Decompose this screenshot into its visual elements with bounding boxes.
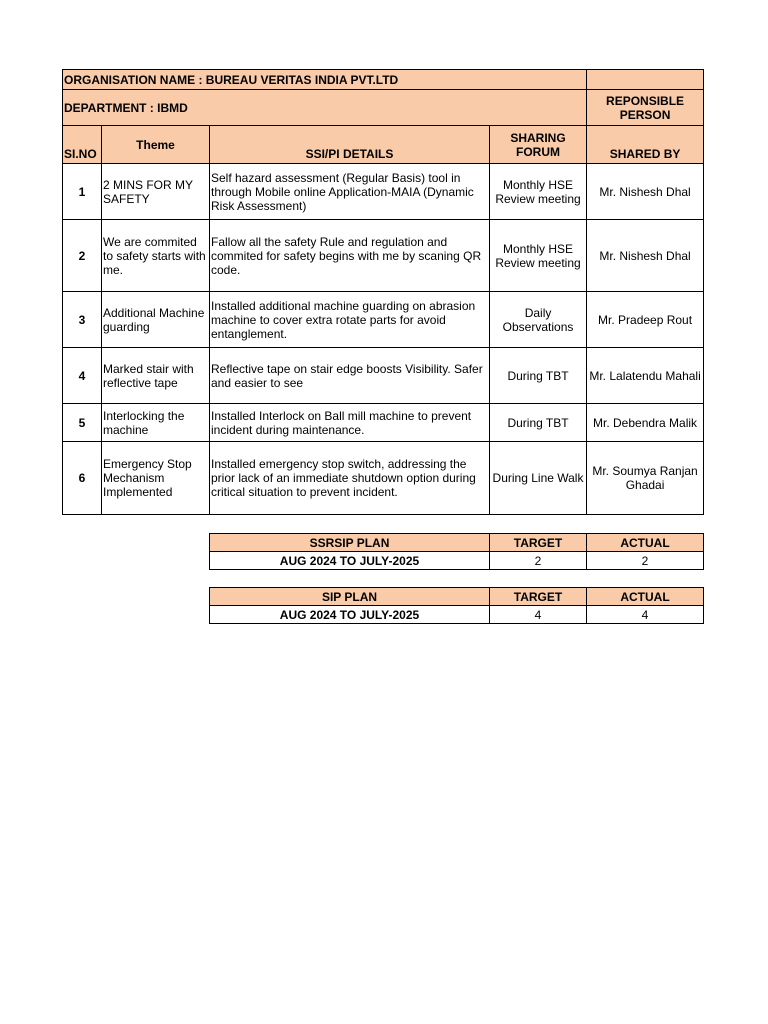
- row-number: 4: [63, 348, 102, 404]
- sip-plan-table: [209, 587, 704, 624]
- row-details: Reflective tape on stair edge boosts Visibility. Safer and easier to see: [210, 348, 490, 404]
- ssrsip-period: AUG 2024 TO JULY-2025: [210, 552, 490, 570]
- table-row: [63, 442, 704, 515]
- ssrsip-actual-value: 2: [587, 552, 704, 570]
- row-number: 3: [63, 292, 102, 348]
- row-theme: Emergency Stop Mechanism Implemented: [102, 442, 210, 515]
- sip-actual-value: 4: [587, 606, 704, 624]
- table-row: [63, 404, 704, 442]
- sip-header-row: [210, 588, 704, 606]
- table-row: [63, 348, 704, 404]
- row-details: Installed additional machine guarding on abrasion machine to cover extra rotate parts for avoid entanglement.: [210, 292, 490, 348]
- col-header-sino: SI.NO: [63, 126, 102, 164]
- organisation-blank-cell: [587, 70, 704, 90]
- col-header-theme: Theme: [102, 126, 210, 164]
- sip-period: AUG 2024 TO JULY-2025: [210, 606, 490, 624]
- row-number: 5: [63, 404, 102, 442]
- ssrsip-value-row: [210, 552, 704, 570]
- row-forum: Daily Observations: [490, 292, 587, 348]
- row-number: 6: [63, 442, 102, 515]
- row-shared-by: Mr. Nishesh Dhal: [587, 220, 704, 292]
- ssrsip-table-body: [210, 534, 704, 570]
- row-theme: 2 MINS FOR MY SAFETY: [102, 164, 210, 220]
- sip-target-header: TARGET: [490, 588, 587, 606]
- table-row: [63, 292, 704, 348]
- col-header-shared-by: SHARED BY: [587, 126, 704, 164]
- row-shared-by: Mr. Debendra Malik: [587, 404, 704, 442]
- row-shared-by: Mr. Soumya Ranjan Ghadai: [587, 442, 704, 515]
- row-details: Installed emergency stop switch, addressing the prior lack of an immediate shutdown option during critical situation to prevent incident.: [210, 442, 490, 515]
- row-theme: Interlocking the machine: [102, 404, 210, 442]
- col-header-forum: SHARING FORUM: [490, 126, 587, 164]
- sip-table-body: [210, 588, 704, 624]
- sip-value-row: [210, 606, 704, 624]
- ssrsip-actual-header: ACTUAL: [587, 534, 704, 552]
- row-theme: We are commited to safety starts with me.: [102, 220, 210, 292]
- row-forum: During TBT: [490, 348, 587, 404]
- row-theme: Additional Machine guarding: [102, 292, 210, 348]
- responsible-person-header: REPONSIBLE PERSON: [587, 90, 704, 126]
- department-name: DEPARTMENT : IBMD: [63, 90, 587, 126]
- sip-actual-header: ACTUAL: [587, 588, 704, 606]
- row-details: Installed Interlock on Ball mill machine to prevent incident during maintenance.: [210, 404, 490, 442]
- row-details: Fallow all the safety Rule and regulation and commited for safety begins with me by scaning QR code.: [210, 220, 490, 292]
- row-forum: During TBT: [490, 404, 587, 442]
- safety-improvements-table: [62, 69, 704, 515]
- table-row: [63, 164, 704, 220]
- col-header-details: SSI/PI DETAILS: [210, 126, 490, 164]
- row-shared-by: Mr. Pradeep Rout: [587, 292, 704, 348]
- ssrsip-plan-header: SSRSIP PLAN: [210, 534, 490, 552]
- ssrsip-plan-table: [209, 533, 704, 570]
- row-theme: Marked stair with reflective tape: [102, 348, 210, 404]
- row-number: 2: [63, 220, 102, 292]
- row-shared-by: Mr. Lalatendu Mahali: [587, 348, 704, 404]
- row-forum: During Line Walk: [490, 442, 587, 515]
- ssrsip-target-value: 2: [490, 552, 587, 570]
- table-row: [63, 220, 704, 292]
- organisation-row: [63, 70, 704, 90]
- ssrsip-header-row: [210, 534, 704, 552]
- ssrsip-target-header: TARGET: [490, 534, 587, 552]
- table-body: [63, 70, 704, 515]
- sip-plan-header: SIP PLAN: [210, 588, 490, 606]
- row-details: Self hazard assessment (Regular Basis) tool in through Mobile online Application-MAIA (Dynamic Risk Assessment): [210, 164, 490, 220]
- column-header-row: [63, 126, 704, 164]
- row-forum: Monthly HSE Review meeting: [490, 164, 587, 220]
- department-row: [63, 90, 704, 126]
- row-forum: Monthly HSE Review meeting: [490, 220, 587, 292]
- row-number: 1: [63, 164, 102, 220]
- organisation-name: ORGANISATION NAME : BUREAU VERITAS INDIA PVT.LTD: [63, 70, 587, 90]
- sip-target-value: 4: [490, 606, 587, 624]
- row-shared-by: Mr. Nishesh Dhal: [587, 164, 704, 220]
